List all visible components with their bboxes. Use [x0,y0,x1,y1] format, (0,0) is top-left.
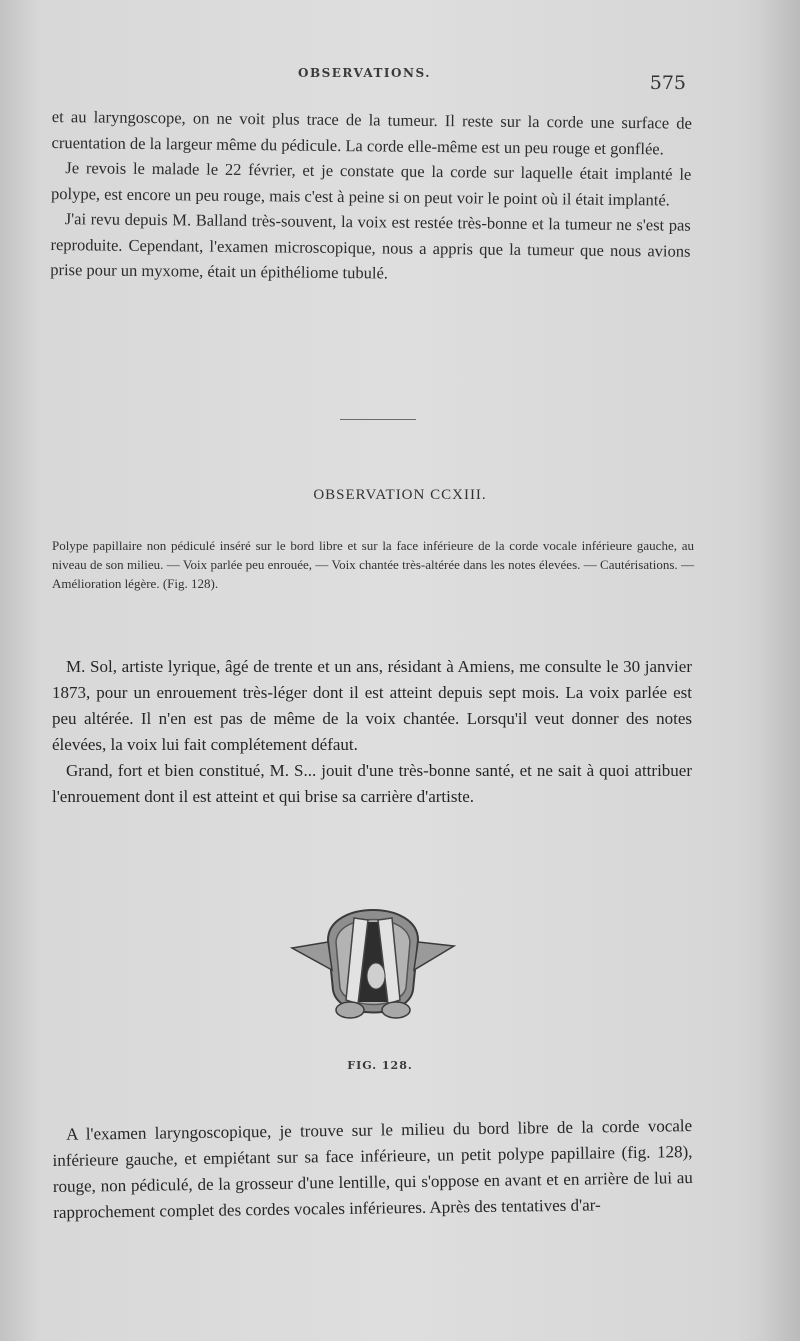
examination-text [52,1113,693,1226]
running-head: OBSERVATIONS. [298,66,431,80]
summary-text: Polype papillaire non pédiculé inséré sur le bord libre et sur la face inférieure de la corde vocale inférieure gauche, au niveau de son milieu. — Voix parlée peu enrouée, — Voix chantée très-altérée dans les notes élevées. — Cautérisations. — Amélioration légère. (Fig. 128). [52,538,694,591]
paragraph: Je revois le malade le 22 février, et je constate que la corde sur laquelle était implanté le polype, est encore un peu rouge, mais c'est à peine si on peut voir le point où il était implanté. [50,158,692,209]
paragraph: A l'examen laryngoscopique, je trouve sur le milieu du bord libre de la corde vocale inférieure gauche, et empiétant sur sa face inférieure, un petit polype papillaire (fig. 128), rouge, non pédiculé, de la grosseur d'une lentille, qui s'oppose en avant et en arrière de lui au rapprochement complet des cordes vocales inférieures. Après des tentatives d'ar- [52,1116,693,1222]
observation-title: OBSERVATION CCXIII. [313,487,487,503]
figure-caption: FIG. 128. [347,1059,413,1072]
case-description [52,654,692,810]
section-divider [340,419,416,420]
observation-summary [52,536,694,593]
paragraph: M. Sol, artiste lyrique, âgé de trente et un ans, résidant à Amiens, me consulte le 30 janvier 1873, pour un enrouement très-léger dont il est atteint depuis sept mois. La voix parlée est peu altérée. Il n'en est pas de même de la voix chantée. Lorsqu'il veut donner des notes élevées, la voix lui fait complétement défaut. [52,657,692,754]
paragraph: J'ai revu depuis M. Balland très-souvent, la voix est restée très-bonne et la tumeur ne s'est pas reproduite. Cependant, l'examen microscopique, nous a appris que la tumeur que nous avions prise pour un myxome, était un épithéliome tubulé. [50,209,691,283]
larynx-illustration-icon [288,880,458,1040]
page-number: 575 [649,72,686,94]
page-edge-shadow [760,0,800,1341]
page-header [50,62,690,92]
paragraph: et au laryngoscope, on ne voit plus trace de la tumeur. Il reste sur la corde une surface de cruentation de la largeur même du pédicule. La corde elle-même est un peu rouge et gonflée. [51,106,692,158]
intro-text [50,104,692,289]
paragraph: Grand, fort et bien constitué, M. S... jouit d'une très-bonne santé, et ne sait à quoi attribuer l'enrouement dont il est atteint et qui brise sa carrière d'artiste. [52,761,692,806]
